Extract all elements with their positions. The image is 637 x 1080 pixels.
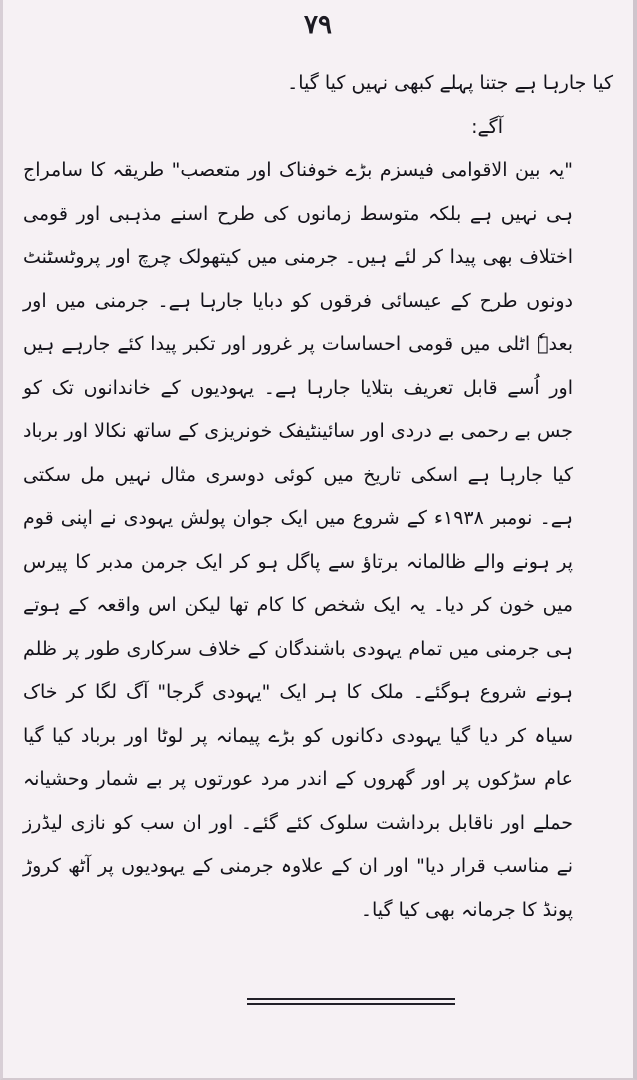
paragraph-continuation: کیا جارہا ہے جتنا پہلے کبھی نہیں کیا گیا۔ (287, 72, 613, 94)
page-number: ۷۹ (304, 10, 332, 40)
paragraph-quote: "یہ بین الاقوامی فیسزم بڑے خوفناک اور متعصب" طریقہ کا سامراج ہی نہیں ہے بلکہ متوسط زمانوں کی طرح اسنے مذہبی اور قومی اختلاف بھی پیدا کر لئے ہیں۔ جرمنی میں کیتھولک چرچ اور پروٹسٹنٹ دونوں طرح کے عیسائی فرقوں کو دبایا جارہا ہے۔ جرمنی میں اور بعدہٗ اٹلی میں قومی احساسات پر غرور اور تکبر پیدا کئے جارہے ہیں اور اُسے قابل تعریف بتلایا جارہا ہے۔ یہودیوں کے خاندانوں تک کو جس بے رحمی بے دردی اور سائینٹیفک خونریزی کے ساتھ نکالا اور برباد کیا جارہا ہے اسکی تاریخ میں کوئی دوسری مثال نہیں مل سکتی ہے۔ نومبر ۱۹۳۸ء کے شروع میں ایک جوان پولش یہودی نے اپنی قوم پر ہونے والے ظالمانہ برتاؤ سے پاگل ہو کر ایک جرمن مدبر کا پیرس میں خون کر دیا۔ یہ ایک شخص کا کام تھا لیکن اس واقعہ کے ہوتے ہی جرمنی میں تمام یہودی باشندگان کے خلاف سرکاری طور پر ظلم ہونے شروع ہوگئے۔ ملک کا ہر ایک "یہودی گرجا" آگ لگا کر خاک سیاہ کر دیا گیا یہودی دکانوں کو بڑے پیمانہ پر لوٹا اور برباد کیا گیا عام سڑکوں پر اور گھروں کے اندر مرد عورتوں پر بے شمار وحشیانہ حملے اور ناقابل برداشت سلوک کئے گئے۔ اور ان سب کو نازی لیڈرز نے مناسب قرار دیا" اور ان کے علاوہ جرمنی کے یہودیوں پر آٹھ کروڑ پونڈ کا جرمانہ بھی کیا گیا۔ (23, 159, 573, 921)
body-text (23, 62, 613, 932)
paragraph-aage: آگے: (471, 115, 503, 138)
section-divider-top (247, 998, 455, 1000)
section-divider-bottom (247, 1003, 455, 1005)
